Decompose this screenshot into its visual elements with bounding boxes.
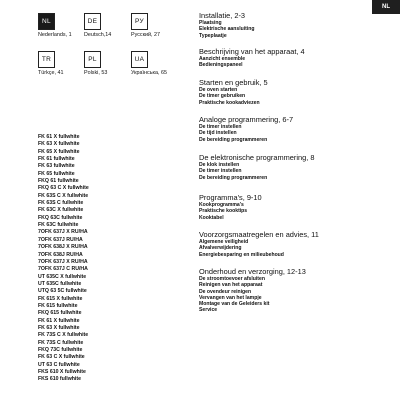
model-item: FKS 610 X fullwhite [38,369,86,375]
model-item: 7OFK 637J C RU/HA [38,266,88,273]
model-list [38,134,118,384]
model-item: FK 65 fullwhite [38,170,75,177]
model-item: FK 63C X fullwhite [38,207,84,214]
language-code-box: РУ [131,13,148,30]
toc-item: Praktische kookadviezen [199,99,260,106]
model-item: 7OFK 637J X RU/HA [38,229,88,236]
toc-item: Energiebesparing en milieubehoud [199,251,284,258]
model-item: UT 63 C fullwhite [38,361,80,368]
model-item: FK 73S C fullwhite [38,339,84,346]
model-item: 7OFK 638J RU/HA [38,251,83,258]
model-item: FK 63 C X fullwhite [38,354,85,361]
toc-item: De ovendeur reinigen [199,288,252,295]
model-item: FK 63C fullwhite [38,222,79,229]
model-item: FKQ 73C fullwhite [38,346,83,353]
language-code-box: PL [84,51,101,68]
toc-item: De stroomtoevoer afsluiten [199,276,265,282]
toc-item: De bereiding programmeren [199,136,268,143]
toc-section-title: Voorzorgsmaatregelen en advies, 11 [199,230,319,239]
toc-section [199,231,364,258]
language-ua [131,51,167,76]
toc-section-title: Onderhoud en verzorging, 12-13 [199,267,306,276]
language-label: Nederlands, 1 [38,32,72,38]
model-item: UTQ 63 5C fullwhite [38,288,87,295]
model-item: FK 61 X fullwhite [38,134,80,140]
toc-item: De timer gebruiken [199,93,246,100]
toc-item: Afvalverwijdering [199,245,242,252]
toc-section-title: Installatie, 2-3 [199,11,246,20]
language-label: Deutsch,14 [84,32,112,38]
toc-item: Typeplaatje [199,32,227,39]
toc-section [199,48,364,69]
language-de [84,13,111,38]
toc-section-title: Programma's, 9-10 [199,193,262,202]
toc-item: Kookprogramma's [199,202,244,208]
toc-item: Praktische kooktips [199,208,248,215]
language-code-box: DE [84,13,101,30]
language-tr [38,51,63,76]
language-tab: NL [372,0,400,14]
model-item: FK 63S C X fullwhite [38,192,89,199]
language-pl [84,51,107,76]
model-item: FK 63 fullwhite [38,163,75,170]
toc-item: Service [199,307,218,314]
toc-item: De bereiding programmeren [199,174,268,181]
toc-item: Bedieningspaneel [199,62,243,69]
model-item: FK 615 X fullwhite [38,295,83,302]
model-item: UT 635C fullwhite [38,280,82,287]
toc-section-title: Analoge programmering, 6-7 [199,115,294,124]
toc-section [199,79,364,106]
toc-section-title: Beschrijving van het apparaat, 4 [199,47,305,56]
toc-section-title: Starten en gebruik, 5 [199,78,268,87]
language-ru [131,13,160,38]
model-item: 7OFK 638J X RU/HA [38,244,88,251]
model-item: FKQ 61 fullwhite [38,178,79,185]
language-label: Türkçe, 41 [38,70,64,76]
toc-item: Montage van de Geleiders kit [199,301,270,308]
toc-section [199,194,364,221]
toc-item: De klok instellen [199,162,240,168]
toc-item: Reinigen van het apparaat [199,282,263,289]
toc-item: De tijd instellen [199,130,237,137]
toc-section [199,154,364,181]
model-item: FK 73S C X fullwhite [38,332,89,339]
toc-item: Vervangen van het lampje [199,294,262,301]
model-item: FKS 610 fullwhite [38,376,81,383]
model-item: FKQ 63 C X fullwhite [38,185,89,192]
language-label: Русский, 27 [131,32,160,38]
model-item: 7OFK 637J X RU/HA [38,258,88,265]
toc-item: Plaatsing [199,20,222,26]
language-code-box: UA [131,51,148,68]
toc-section [199,268,364,314]
model-item: 7OFK 637J RU/HA [38,236,83,243]
toc-section-title: De elektronische programmering, 8 [199,153,315,162]
toc-item: Kooktabel [199,214,224,221]
model-item: UT 635C X fullwhite [38,273,87,280]
toc-item: De timer instellen [199,124,242,130]
model-item: FK 615 fullwhite [38,302,78,309]
toc-item: Aanzicht ensemble [199,56,246,62]
language-label: Українська, 65 [131,70,167,76]
toc-section [199,12,364,39]
model-item: FK 63S C fullwhite [38,200,84,207]
model-item: FK 61 X fullwhite [38,317,80,324]
model-item: FKQ 63C fullwhite [38,214,83,221]
model-item: FK 63 X fullwhite [38,324,80,331]
language-nl [38,13,72,38]
language-label: Polski, 53 [84,70,108,76]
model-item: FKQ 615 fullwhite [38,310,82,317]
model-item: FK 65 X fullwhite [38,148,80,155]
toc-item: De timer instellen [199,168,242,175]
toc-item: Algemene veiligheid [199,239,249,245]
toc-item: De oven starten [199,87,238,93]
toc-section [199,116,364,143]
language-code-box: NL [38,13,55,30]
model-item: FK 63 X fullwhite [38,141,80,148]
toc-item: Elektrische aansluiting [199,26,255,33]
language-code-box: TR [38,51,55,68]
model-item: FK 61 fullwhite [38,156,75,163]
